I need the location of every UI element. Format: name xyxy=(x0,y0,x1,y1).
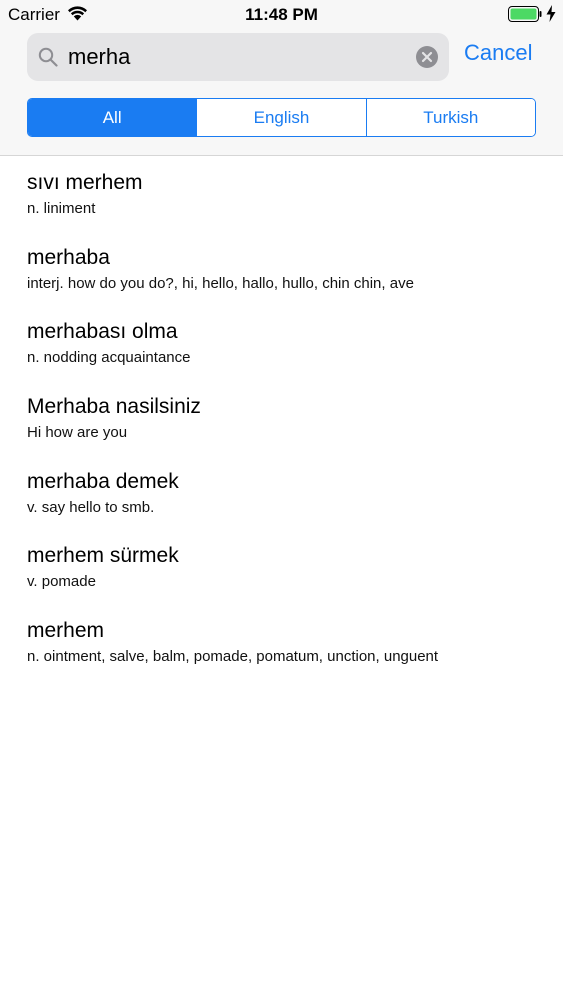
result-definition: v. say hello to smb. xyxy=(27,498,155,516)
search-results-list xyxy=(0,156,563,679)
result-word: merhem xyxy=(27,619,105,643)
search-header xyxy=(0,0,563,156)
result-definition: Hi how are you xyxy=(27,424,128,442)
segment-all[interactable]: All xyxy=(28,99,197,136)
search-field[interactable] xyxy=(27,33,449,81)
language-filter-segmented-control xyxy=(27,98,536,137)
segment-english[interactable]: English xyxy=(197,99,366,136)
carrier-label: Carrier xyxy=(8,5,60,24)
result-word: merhaba demek xyxy=(27,469,179,493)
search-input[interactable] xyxy=(68,41,408,73)
charging-bolt-icon xyxy=(546,5,556,22)
result-definition: n. ointment, salve, balm, pomade, pomatum, unction, unguent xyxy=(27,648,439,666)
search-icon xyxy=(38,47,58,67)
result-word: Merhaba nasilsiniz xyxy=(27,395,201,419)
list-item[interactable] xyxy=(0,455,563,530)
result-definition: interj. how do you do?, hi, hello, hallo, hullo, chin chin, ave xyxy=(27,274,414,292)
list-item[interactable] xyxy=(0,305,563,380)
list-item[interactable] xyxy=(0,231,563,306)
result-definition: n. liniment xyxy=(27,200,96,217)
list-item[interactable] xyxy=(0,156,563,231)
battery-icon xyxy=(508,6,542,22)
result-word: sıvı merhem xyxy=(27,171,143,194)
list-item[interactable] xyxy=(0,604,563,679)
list-item[interactable] xyxy=(0,380,563,455)
segment-turkish[interactable]: Turkish xyxy=(367,99,535,136)
status-time: 11:48 PM xyxy=(245,5,318,24)
clear-search-icon[interactable] xyxy=(416,46,438,68)
cancel-button[interactable]: Cancel xyxy=(464,40,533,65)
result-word: merhabası olma xyxy=(27,320,178,344)
status-bar xyxy=(0,0,563,30)
list-item[interactable] xyxy=(0,529,563,604)
result-word: merhem sürmek xyxy=(27,544,179,568)
result-word: merhaba xyxy=(27,245,110,269)
result-definition: v. pomade xyxy=(27,573,96,591)
result-definition: n. nodding acquaintance xyxy=(27,349,191,367)
